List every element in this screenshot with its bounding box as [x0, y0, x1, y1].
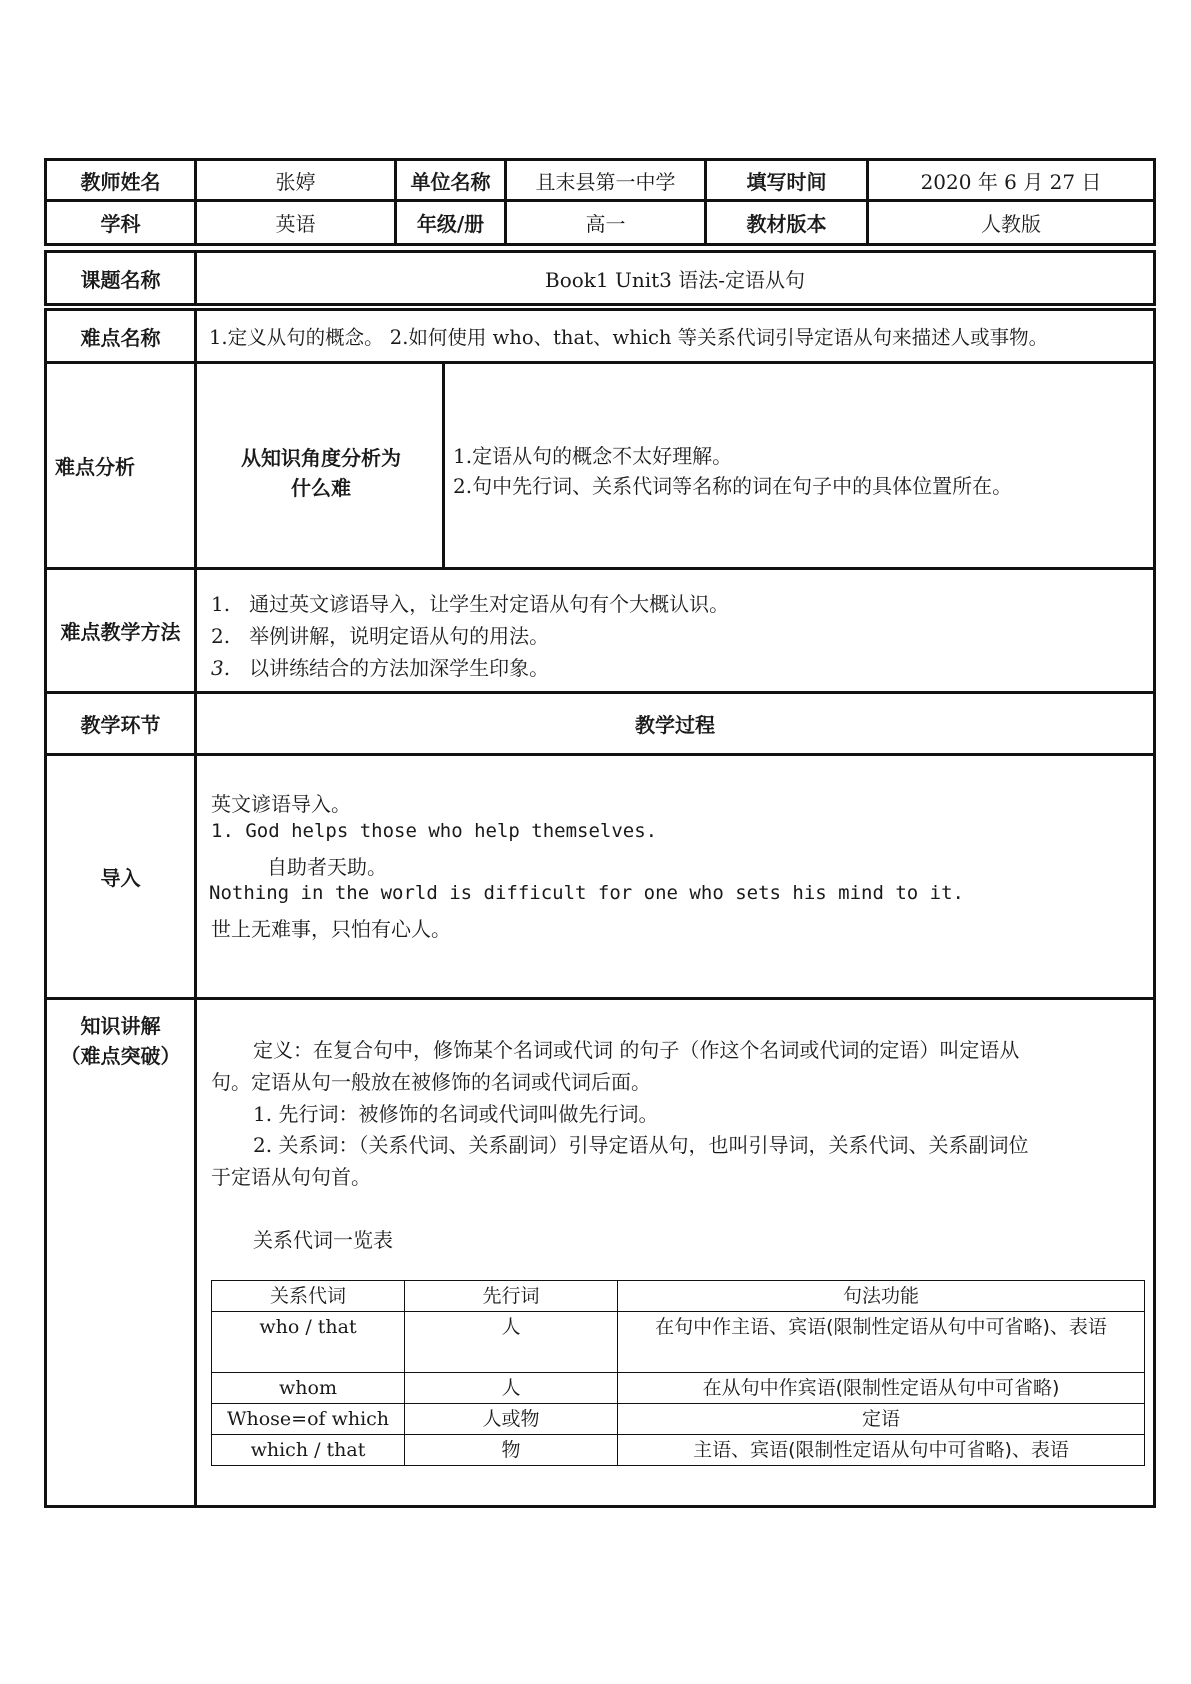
intro-label: 导入 [44, 756, 194, 1000]
analysis-line1: 1.定语从句的概念不太好理解。 [453, 444, 733, 468]
knowledge-label-line1: 知识讲解 [80, 1014, 161, 1038]
grade-value: 高一 [504, 202, 704, 246]
table-cell: 物 [405, 1435, 618, 1466]
analysis-line2: 2.句中先行词、关系代词等名称的词在句子中的具体位置所在。 [453, 474, 1013, 498]
intro-proverb-chinese: 世上无难事，只怕有心人。 [211, 917, 451, 941]
process-stage-header: 教学环节 [44, 694, 194, 756]
intro-content-cell [194, 756, 1156, 1000]
analysis-sublabel-line2: 什么难 [291, 476, 351, 500]
method-number: 2. [211, 624, 231, 648]
knowledge-label-cell [44, 1000, 194, 1508]
table-cell: 在句中作主语、宾语(限制性定语从句中可省略)、表语 [618, 1312, 1145, 1373]
method-item [211, 620, 549, 649]
table-cell: Whose=of which [212, 1404, 405, 1435]
point-antecedent: 1. 先行词：被修饰的名词或代词叫做先行词。 [253, 1102, 659, 1126]
teacher-value: 张婷 [194, 158, 394, 202]
table-cell: 在从句中作宾语(限制性定语从句中可省略) [618, 1373, 1145, 1404]
topic-value: Book1 Unit3 语法-定语从句 [194, 250, 1156, 306]
point-relative-word-line2: 于定语从句句首。 [211, 1165, 371, 1189]
method-text: 通过英文谚语导入，让学生对定语从句有个大概认识。 [249, 592, 730, 616]
intro-proverb-english: 1. God helps those who help themselves. [211, 820, 658, 842]
table-title: 关系代词一览表 [253, 1228, 393, 1252]
analysis-label: 难点分析 [44, 364, 194, 570]
table-cell: 主语、宾语(限制性定语从句中可省略)、表语 [618, 1435, 1145, 1466]
grade-label: 年级/册 [394, 202, 504, 246]
intro-proverb-english: Nothing in the world is difficult for one who sets his mind to it. [209, 882, 964, 904]
relative-pronoun-table [211, 1280, 1145, 1466]
topic-row [44, 250, 1156, 306]
method-item [211, 588, 729, 617]
difficulty-value: 1.定义从句的概念。 2.如何使用 who、that、which 等关系代词引导定语从句来描述人或事物。 [194, 308, 1156, 364]
methods-label: 难点教学方法 [44, 570, 194, 694]
table-cell: 定语 [618, 1404, 1145, 1435]
definition-line1: 定义：在复合句中，修饰某个名词或代词 的句子（作这个名词或代词的定语）叫定语从 [253, 1038, 1020, 1062]
knowledge-label-line2: （难点突破） [60, 1044, 181, 1068]
method-text: 举例讲解，说明定语从句的用法。 [249, 624, 550, 648]
unit-label: 单位名称 [394, 158, 504, 202]
analysis-sublabel-line1: 从知识角度分析为 [241, 446, 401, 470]
method-text: 以讲练结合的方法加深学生印象。 [249, 656, 550, 680]
date-value: 2020 年 6 月 27 日 [866, 158, 1156, 202]
analysis-row [44, 364, 1156, 570]
table-header-cell: 关系代词 [212, 1281, 405, 1312]
date-label: 填写时间 [704, 158, 866, 202]
subject-label: 学科 [44, 202, 194, 246]
difficulty-row [44, 308, 1156, 364]
edition-label: 教材版本 [704, 202, 866, 246]
header-row-2 [44, 202, 1156, 246]
unit-value: 且末县第一中学 [504, 158, 704, 202]
table-row [212, 1404, 1145, 1435]
subject-value: 英语 [194, 202, 394, 246]
knowledge-content-cell [194, 1000, 1156, 1508]
intro-row [44, 756, 1156, 1000]
edition-value: 人教版 [866, 202, 1156, 246]
table-cell: who / that [212, 1312, 405, 1373]
method-number: 1. [211, 592, 231, 616]
table-row [212, 1373, 1145, 1404]
intro-line: 英文谚语导入。 [211, 792, 351, 816]
table-header-cell: 先行词 [405, 1281, 618, 1312]
table-row [212, 1312, 1145, 1373]
knowledge-row [44, 1000, 1156, 1508]
table-cell: which / that [212, 1435, 405, 1466]
analysis-sublabel-cell [194, 364, 442, 570]
table-cell: whom [212, 1373, 405, 1404]
table-row [212, 1435, 1145, 1466]
method-number: 3. [211, 656, 231, 680]
table-header-row [212, 1281, 1145, 1312]
topic-label: 课题名称 [44, 250, 194, 306]
methods-content-cell [194, 570, 1156, 694]
analysis-content-cell [442, 364, 1156, 570]
teacher-label: 教师姓名 [44, 158, 194, 202]
point-relative-word-line1: 2. 关系词：（关系代词、关系副词）引导定语从句，也叫引导词，关系代词、关系副词位 [253, 1133, 1029, 1157]
table-cell: 人 [405, 1312, 618, 1373]
process-header-row [44, 694, 1156, 756]
intro-proverb-chinese: 自助者天助。 [267, 855, 387, 879]
methods-row [44, 570, 1156, 694]
table-header-cell: 句法功能 [618, 1281, 1145, 1312]
process-content-header: 教学过程 [194, 694, 1156, 756]
difficulty-label: 难点名称 [44, 308, 194, 364]
header-row-1 [44, 158, 1156, 202]
table-cell: 人 [405, 1373, 618, 1404]
method-item [211, 652, 549, 681]
definition-line2: 句。定语从句一般放在被修饰的名词或代词后面。 [211, 1070, 651, 1094]
table-cell: 人或物 [405, 1404, 618, 1435]
